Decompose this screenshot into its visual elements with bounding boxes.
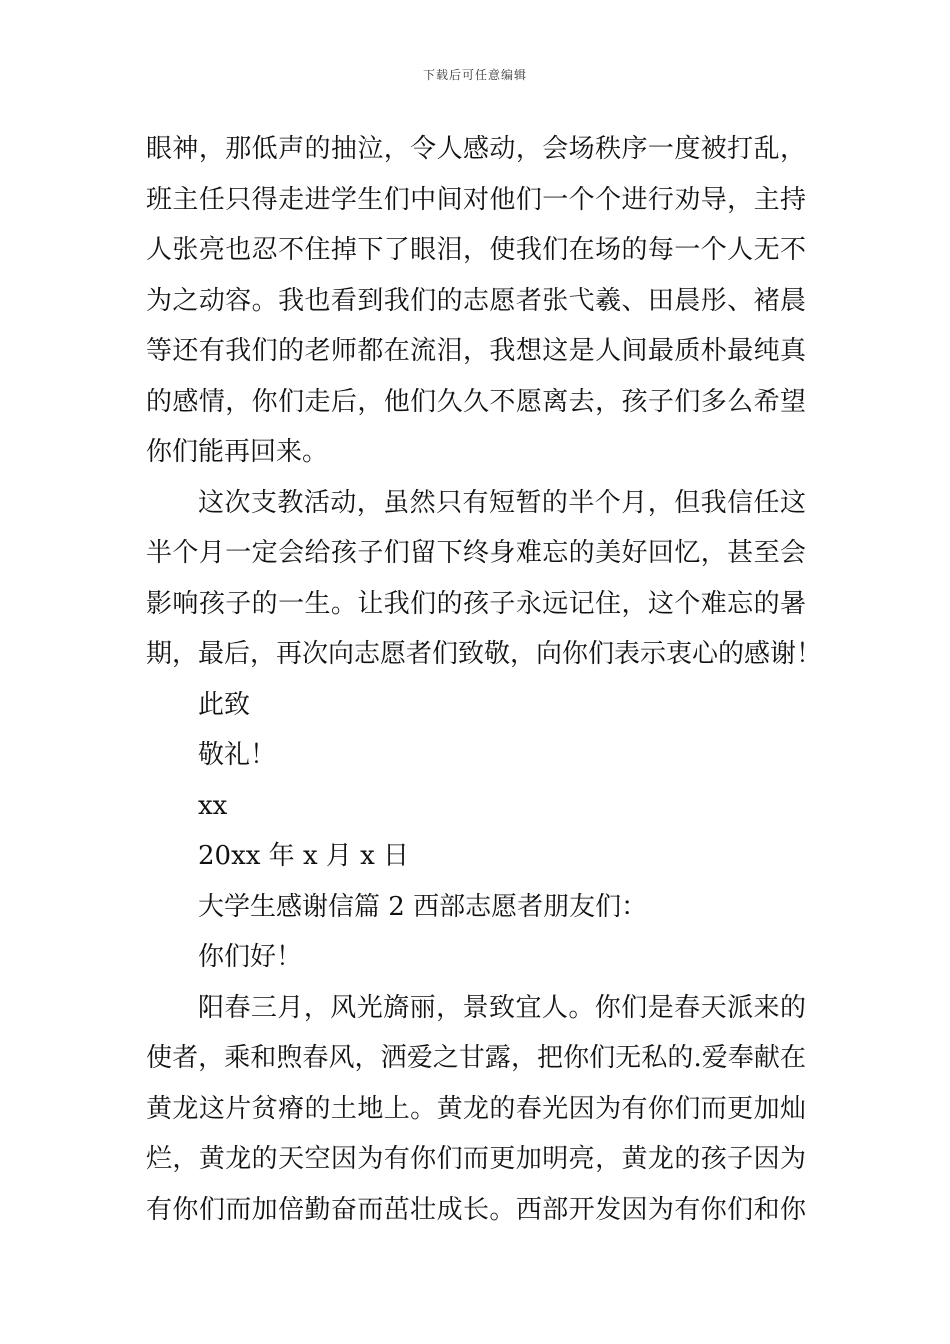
text-line: 阳春三月，风光旖丽，景致宜人。你们是春天派来的 (198, 992, 806, 1023)
text-line: 人张亮也忍不住掉下了眼泪，使我们在场的每一个人无不 (146, 235, 806, 265)
text-line: 有你们而加倍勤奋而茁壮成长。西部开发因为有你们和你 (146, 1194, 806, 1225)
text-line: 大学生感谢信篇 2 西部志愿者朋友们： (198, 891, 648, 922)
text-line: 你们好！ (198, 942, 303, 972)
text-line: 烂，黄龙的天空因为有你们而更加明亮，黄龙的孩子因为 (146, 1144, 806, 1174)
text-line: 黄龙这片贫瘠的土地上。黄龙的春光因为有你们而更加灿 (146, 1093, 806, 1124)
text-line: 为之动容。我也看到我们的志愿者张弋羲、田晨彤、褚晨 (146, 285, 806, 316)
text-line: 期，最后，再次向志愿者们致敬，向你们表示衷心的感谢！ (146, 639, 823, 669)
text-line: 眼神，那低声的抽泣，令人感动，会场秩序一度被打乱， (146, 134, 806, 164)
page-header: 下载后可任意编辑 (422, 68, 527, 82)
text-line: 你们能再回来。 (146, 437, 329, 467)
text-line: xx (198, 790, 228, 821)
text-line: 使者，乘和煦春风，洒爱之甘露，把你们无私的.爱奉献在 (146, 1043, 806, 1073)
text-line: 这次支教活动，虽然只有短暂的半个月，但我信任这 (198, 487, 806, 518)
text-line: 等还有我们的老师都在流泪，我想这是人间最质朴最纯真 (146, 336, 806, 366)
text-line: 20xx 年 x 月 x 日 (198, 841, 410, 871)
text-line: 的感情，你们走后，他们久久不愿离去，孩子们多么希望 (146, 386, 806, 417)
text-line: 此致 (198, 689, 251, 720)
text-line: 班主任只得走进学生们中间对他们一个个进行劝导，主持 (146, 184, 806, 215)
document-body (146, 124, 823, 1235)
text-line: 影响孩子的一生。让我们的孩子永远记住，这个难忘的暑 (146, 588, 806, 619)
text-line: 敬礼！ (198, 740, 277, 770)
text-line: 半个月一定会给孩子们留下终身难忘的美好回忆，甚至会 (146, 538, 806, 568)
